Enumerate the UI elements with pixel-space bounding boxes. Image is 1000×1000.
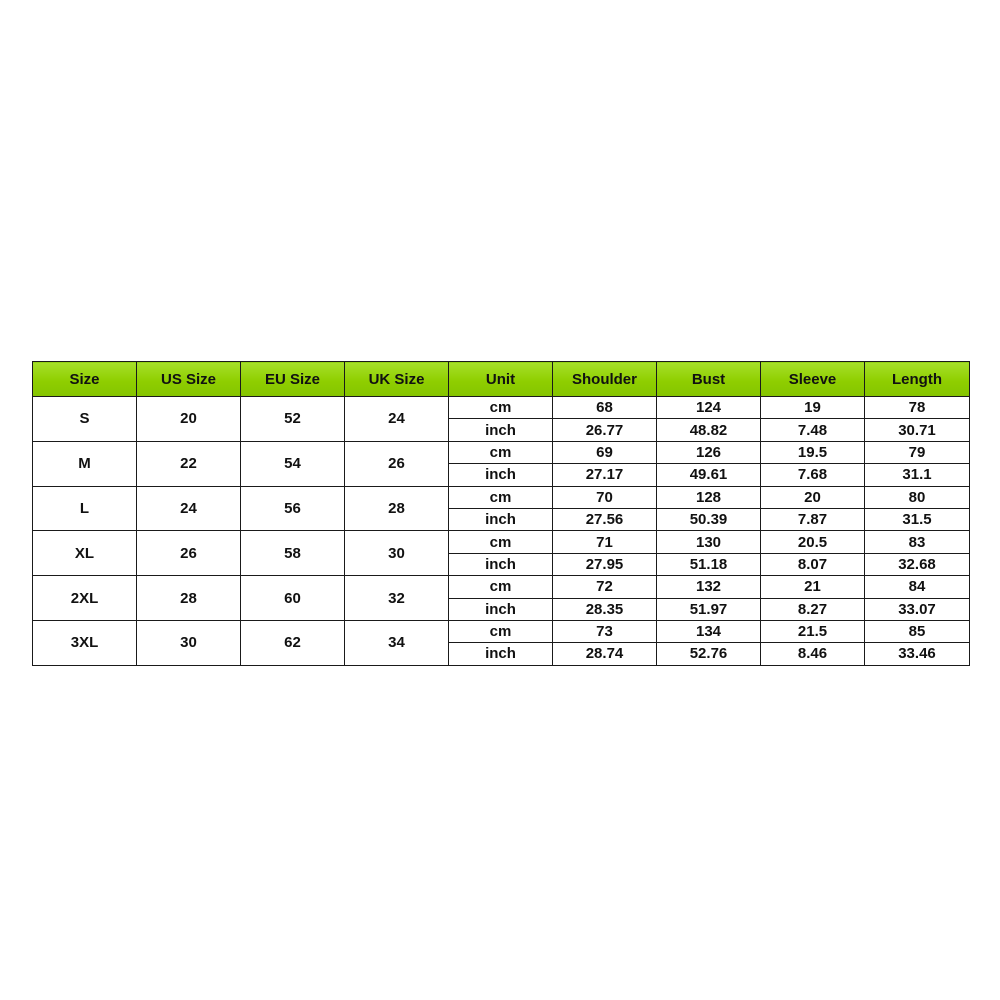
length-cm-cell: 78 <box>865 397 970 419</box>
size-cell: 3XL <box>33 620 137 665</box>
uk-size-cell: 24 <box>345 397 449 442</box>
header-size: Size <box>33 362 137 397</box>
header-uk-size: UK Size <box>345 362 449 397</box>
sleeve-inch-cell: 7.68 <box>761 464 865 486</box>
header-eu-size: EU Size <box>241 362 345 397</box>
us-size-cell: 24 <box>137 486 241 531</box>
unit-cm-cell: cm <box>449 441 553 463</box>
eu-size-cell: 54 <box>241 441 345 486</box>
sleeve-cm-cell: 21.5 <box>761 620 865 642</box>
uk-size-cell: 34 <box>345 620 449 665</box>
size-cell: M <box>33 441 137 486</box>
uk-size-cell: 26 <box>345 441 449 486</box>
shoulder-inch-cell: 28.35 <box>553 598 657 620</box>
shoulder-inch-cell: 27.56 <box>553 508 657 530</box>
unit-cm-cell: cm <box>449 397 553 419</box>
table-row-cm <box>33 576 970 598</box>
header-sleeve: Sleeve <box>761 362 865 397</box>
table-body <box>33 397 970 666</box>
length-inch-cell: 31.5 <box>865 508 970 530</box>
shoulder-cm-cell: 70 <box>553 486 657 508</box>
bust-cm-cell: 134 <box>657 620 761 642</box>
uk-size-cell: 32 <box>345 576 449 621</box>
sleeve-inch-cell: 8.07 <box>761 553 865 575</box>
sleeve-cm-cell: 20 <box>761 486 865 508</box>
uk-size-cell: 28 <box>345 486 449 531</box>
table-row-cm <box>33 531 970 553</box>
unit-inch-cell: inch <box>449 508 553 530</box>
sleeve-cm-cell: 21 <box>761 576 865 598</box>
unit-cm-cell: cm <box>449 486 553 508</box>
sleeve-inch-cell: 8.46 <box>761 643 865 665</box>
eu-size-cell: 60 <box>241 576 345 621</box>
table-row-cm <box>33 486 970 508</box>
size-chart-table <box>32 361 970 666</box>
unit-cm-cell: cm <box>449 576 553 598</box>
unit-inch-cell: inch <box>449 553 553 575</box>
sleeve-inch-cell: 8.27 <box>761 598 865 620</box>
us-size-cell: 28 <box>137 576 241 621</box>
sleeve-cm-cell: 19.5 <box>761 441 865 463</box>
eu-size-cell: 52 <box>241 397 345 442</box>
table-row-cm <box>33 441 970 463</box>
length-cm-cell: 85 <box>865 620 970 642</box>
size-cell: S <box>33 397 137 442</box>
size-cell: 2XL <box>33 576 137 621</box>
table-row-cm <box>33 620 970 642</box>
us-size-cell: 20 <box>137 397 241 442</box>
us-size-cell: 30 <box>137 620 241 665</box>
us-size-cell: 22 <box>137 441 241 486</box>
sleeve-cm-cell: 20.5 <box>761 531 865 553</box>
length-inch-cell: 30.71 <box>865 419 970 441</box>
header-row <box>33 362 970 397</box>
header-length: Length <box>865 362 970 397</box>
unit-inch-cell: inch <box>449 419 553 441</box>
bust-inch-cell: 49.61 <box>657 464 761 486</box>
length-inch-cell: 32.68 <box>865 553 970 575</box>
bust-cm-cell: 126 <box>657 441 761 463</box>
shoulder-cm-cell: 68 <box>553 397 657 419</box>
length-inch-cell: 33.46 <box>865 643 970 665</box>
uk-size-cell: 30 <box>345 531 449 576</box>
size-cell: L <box>33 486 137 531</box>
unit-inch-cell: inch <box>449 464 553 486</box>
bust-inch-cell: 48.82 <box>657 419 761 441</box>
unit-cm-cell: cm <box>449 620 553 642</box>
length-cm-cell: 80 <box>865 486 970 508</box>
table-row-cm <box>33 397 970 419</box>
shoulder-inch-cell: 27.95 <box>553 553 657 575</box>
header-shoulder: Shoulder <box>553 362 657 397</box>
us-size-cell: 26 <box>137 531 241 576</box>
header-bust: Bust <box>657 362 761 397</box>
unit-inch-cell: inch <box>449 598 553 620</box>
bust-cm-cell: 132 <box>657 576 761 598</box>
eu-size-cell: 62 <box>241 620 345 665</box>
size-cell: XL <box>33 531 137 576</box>
bust-inch-cell: 50.39 <box>657 508 761 530</box>
eu-size-cell: 58 <box>241 531 345 576</box>
shoulder-inch-cell: 26.77 <box>553 419 657 441</box>
length-inch-cell: 31.1 <box>865 464 970 486</box>
shoulder-inch-cell: 27.17 <box>553 464 657 486</box>
bust-cm-cell: 124 <box>657 397 761 419</box>
table-header <box>33 362 970 397</box>
bust-inch-cell: 52.76 <box>657 643 761 665</box>
length-inch-cell: 33.07 <box>865 598 970 620</box>
bust-inch-cell: 51.97 <box>657 598 761 620</box>
shoulder-cm-cell: 69 <box>553 441 657 463</box>
unit-cm-cell: cm <box>449 531 553 553</box>
length-cm-cell: 79 <box>865 441 970 463</box>
unit-inch-cell: inch <box>449 643 553 665</box>
shoulder-inch-cell: 28.74 <box>553 643 657 665</box>
eu-size-cell: 56 <box>241 486 345 531</box>
shoulder-cm-cell: 72 <box>553 576 657 598</box>
bust-inch-cell: 51.18 <box>657 553 761 575</box>
sleeve-inch-cell: 7.48 <box>761 419 865 441</box>
length-cm-cell: 84 <box>865 576 970 598</box>
sleeve-cm-cell: 19 <box>761 397 865 419</box>
header-unit: Unit <box>449 362 553 397</box>
bust-cm-cell: 128 <box>657 486 761 508</box>
shoulder-cm-cell: 71 <box>553 531 657 553</box>
sleeve-inch-cell: 7.87 <box>761 508 865 530</box>
length-cm-cell: 83 <box>865 531 970 553</box>
header-us-size: US Size <box>137 362 241 397</box>
bust-cm-cell: 130 <box>657 531 761 553</box>
shoulder-cm-cell: 73 <box>553 620 657 642</box>
